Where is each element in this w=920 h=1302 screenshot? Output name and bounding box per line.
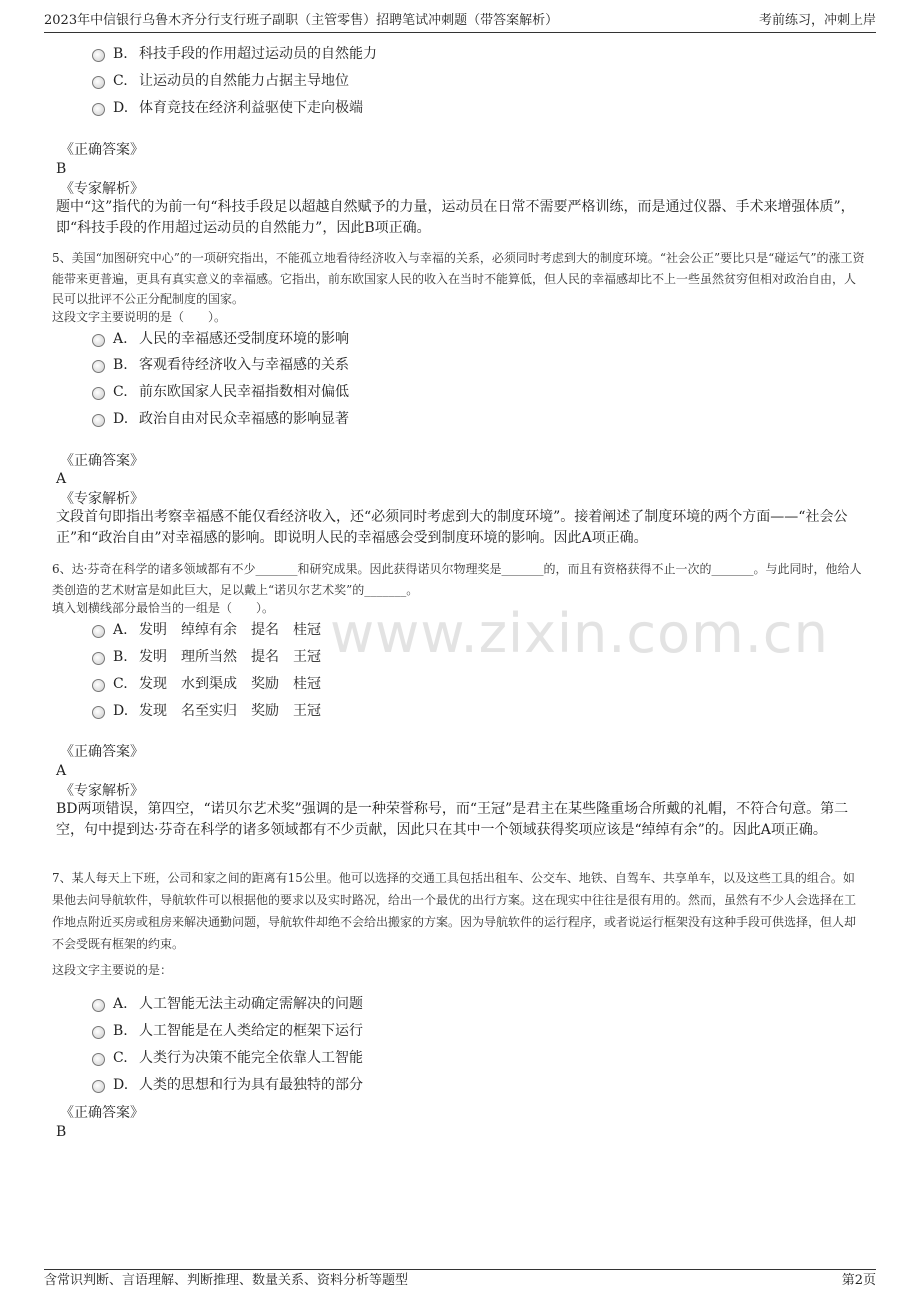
radio-button-icon[interactable]: [92, 1026, 105, 1039]
option-letter: A.: [113, 331, 128, 347]
header-slogan: 考前练习，冲刺上岸: [758, 13, 876, 28]
analysis-text: BD两项错误，第四空，“诺贝尔艺术奖”强调的是一种荣誉称号，而“王冠”是君主在某些隆重场合所戴的礼帽，不符合句意。第二空，句中提到达·芬奇在科学的诸多领域都有不少贡献，因此只在其中一个领域获得奖项应该是“绰绰有余”的。因此A项正确。: [56, 801, 849, 838]
radio-button-icon[interactable]: [92, 76, 105, 89]
option-q7-a[interactable]: [92, 993, 363, 1015]
page-number: 第2页: [841, 1273, 876, 1288]
option-q4-b[interactable]: [92, 43, 377, 65]
question-stem: 6、达·芬奇在科学的诸多领域都有不少_______和研究成果。因此获得诺贝尔物理奖是_______的，而且有资格获得不止一次的_______。与此同时，他给人类创造的艺术财富是如此巨大，足以戴上“诺贝尔艺术奖”的_______。: [52, 562, 862, 597]
radio-button-icon[interactable]: [92, 1053, 105, 1066]
option-q7-d[interactable]: [92, 1074, 363, 1096]
radio-button-icon[interactable]: [92, 387, 105, 400]
radio-button-icon[interactable]: [92, 334, 105, 347]
analysis-text: 题中“这”指代的为前一句“科技手段足以超越自然赋予的力量，运动员在日常不需要严格训练，而是通过仪器、手术来增强体质”，即“科技手段的作用超过运动员的自然能力”，因此B项正确。: [56, 199, 855, 236]
answer-label: 《正确答案》: [60, 453, 144, 469]
option-text: 发明 理所当然 提名 王冠: [139, 649, 321, 665]
option-letter: D.: [113, 100, 129, 116]
answer-value: B: [56, 1124, 67, 1140]
radio-button-icon[interactable]: [92, 625, 105, 638]
option-q5-a[interactable]: [92, 328, 349, 350]
option-q4-d[interactable]: [92, 97, 363, 119]
page-header: [44, 10, 876, 33]
analysis-label: 《专家解析》: [60, 783, 144, 799]
option-text: 让运动员的自然能力占据主导地位: [139, 73, 349, 89]
analysis-label: 《专家解析》: [60, 181, 144, 197]
option-q5-d[interactable]: [92, 408, 349, 430]
radio-button-icon[interactable]: [92, 999, 105, 1012]
option-q6-b[interactable]: [92, 646, 321, 668]
option-q5-b[interactable]: [92, 354, 349, 376]
page-footer: [44, 1269, 876, 1292]
radio-button-icon[interactable]: [92, 652, 105, 665]
footer-topics: 含常识判断、言语理解、判断推理、数量关系、资料分析等题型: [44, 1273, 409, 1288]
answer-label: 《正确答案》: [60, 1105, 144, 1121]
option-letter: C.: [113, 676, 128, 692]
option-text: 发明 绰绰有余 提名 桂冠: [139, 622, 321, 638]
option-q6-d[interactable]: [92, 700, 321, 722]
option-q5-c[interactable]: [92, 381, 349, 403]
option-letter: B.: [113, 46, 128, 62]
option-text: 发现 水到渠成 奖励 桂冠: [139, 676, 321, 692]
question-stem: 5、美国“加图研究中心”的一项研究指出，不能孤立地看待经济收入与幸福的关系，必须同时考虑到大的制度环境。“社会公正”要比只是“碰运气”的涨工资能带来更普遍，更具有真实意义的幸福感。它指出，前东欧国家人民的收入在当时不能算低，但人民的幸福感却比不上一些虽然贫穷但相对政治自由，人民可以批评不公正分配制度的国家。: [52, 251, 865, 306]
document-title: 2023年中信银行乌鲁木齐分行支行班子副职（主管零售）招聘笔试冲刺题（带答案解析）: [44, 13, 559, 28]
option-q6-c[interactable]: [92, 673, 321, 695]
option-text: 人工智能无法主动确定需解决的问题: [139, 996, 363, 1012]
option-letter: C.: [113, 1050, 128, 1066]
option-letter: C.: [113, 384, 128, 400]
option-letter: A.: [113, 622, 128, 638]
option-letter: B.: [113, 1023, 128, 1039]
radio-button-icon[interactable]: [92, 679, 105, 692]
option-text: 人工智能是在人类给定的框架下运行: [139, 1023, 363, 1039]
radio-button-icon[interactable]: [92, 103, 105, 116]
answer-label: 《正确答案》: [60, 744, 144, 760]
option-q7-c[interactable]: [92, 1047, 363, 1069]
option-text: 人类的思想和行为具有最独特的部分: [139, 1077, 363, 1093]
option-letter: D.: [113, 703, 129, 719]
watermark: www.zixin.com.cn: [330, 602, 829, 665]
answer-value: A: [56, 763, 67, 779]
option-text: 客观看待经济收入与幸福感的关系: [139, 357, 349, 373]
option-letter: B.: [113, 649, 128, 665]
answer-value: B: [56, 161, 67, 177]
radio-button-icon[interactable]: [92, 49, 105, 62]
option-q6-a[interactable]: [92, 619, 321, 641]
radio-button-icon[interactable]: [92, 360, 105, 373]
question-prompt: 这段文字主要说明的是（ ）。: [52, 310, 227, 324]
option-letter: D.: [113, 1077, 129, 1093]
option-text: 体育竞技在经济利益驱使下走向极端: [139, 100, 363, 116]
option-letter: D.: [113, 411, 129, 427]
radio-button-icon[interactable]: [92, 414, 105, 427]
option-letter: B.: [113, 357, 128, 373]
analysis-label: 《专家解析》: [60, 491, 144, 507]
question-prompt: 填入划横线部分最恰当的一组是（ ）。: [52, 601, 275, 615]
option-text: 人类行为决策不能完全依靠人工智能: [139, 1050, 363, 1066]
option-text: 政治自由对民众幸福感的影响显著: [139, 411, 349, 427]
option-letter: A.: [113, 996, 128, 1012]
option-text: 前东欧国家人民幸福指数相对偏低: [139, 384, 349, 400]
question-stem: 7、某人每天上下班，公司和家之间的距离有15公里。他可以选择的交通工具包括出租车、公交车、地铁、自驾车、共享单车，以及这些工具的组合。如果他去问导航软件，导航软件可以根据他的要求以及实时路况，给出一个最优的出行方案。这在现实中往往是很有用的。然而，虽然有不少人会选择在工作地点附近买房或租房来解决通勤问题，导航软件却绝不会给出搬家的方案。因为导航软件的运行程序，或者说运行框架没有这种手段可供选择，但人却不会受既有框架的约束。: [52, 871, 857, 951]
option-text: 人民的幸福感还受制度环境的影响: [139, 331, 349, 347]
option-text: 发现 名至实归 奖励 王冠: [139, 703, 321, 719]
option-q4-c[interactable]: [92, 70, 349, 92]
analysis-text: 文段首句即指出考察幸福感不能仅看经济收入，还“必须同时考虑到大的制度环境”。接着阐述了制度环境的两个方面——“社会公正”和“政治自由”对幸福感的影响。即说明人民的幸福感会受到制度环境的影响。因此A项正确。: [56, 509, 848, 546]
question-prompt: 这段文字主要说的是：: [52, 963, 173, 977]
radio-button-icon[interactable]: [92, 706, 105, 719]
option-text: 科技手段的作用超过运动员的自然能力: [139, 46, 377, 62]
radio-button-icon[interactable]: [92, 1080, 105, 1093]
answer-label: 《正确答案》: [60, 142, 144, 158]
option-letter: C.: [113, 73, 128, 89]
answer-value: A: [56, 471, 67, 487]
option-q7-b[interactable]: [92, 1020, 363, 1042]
